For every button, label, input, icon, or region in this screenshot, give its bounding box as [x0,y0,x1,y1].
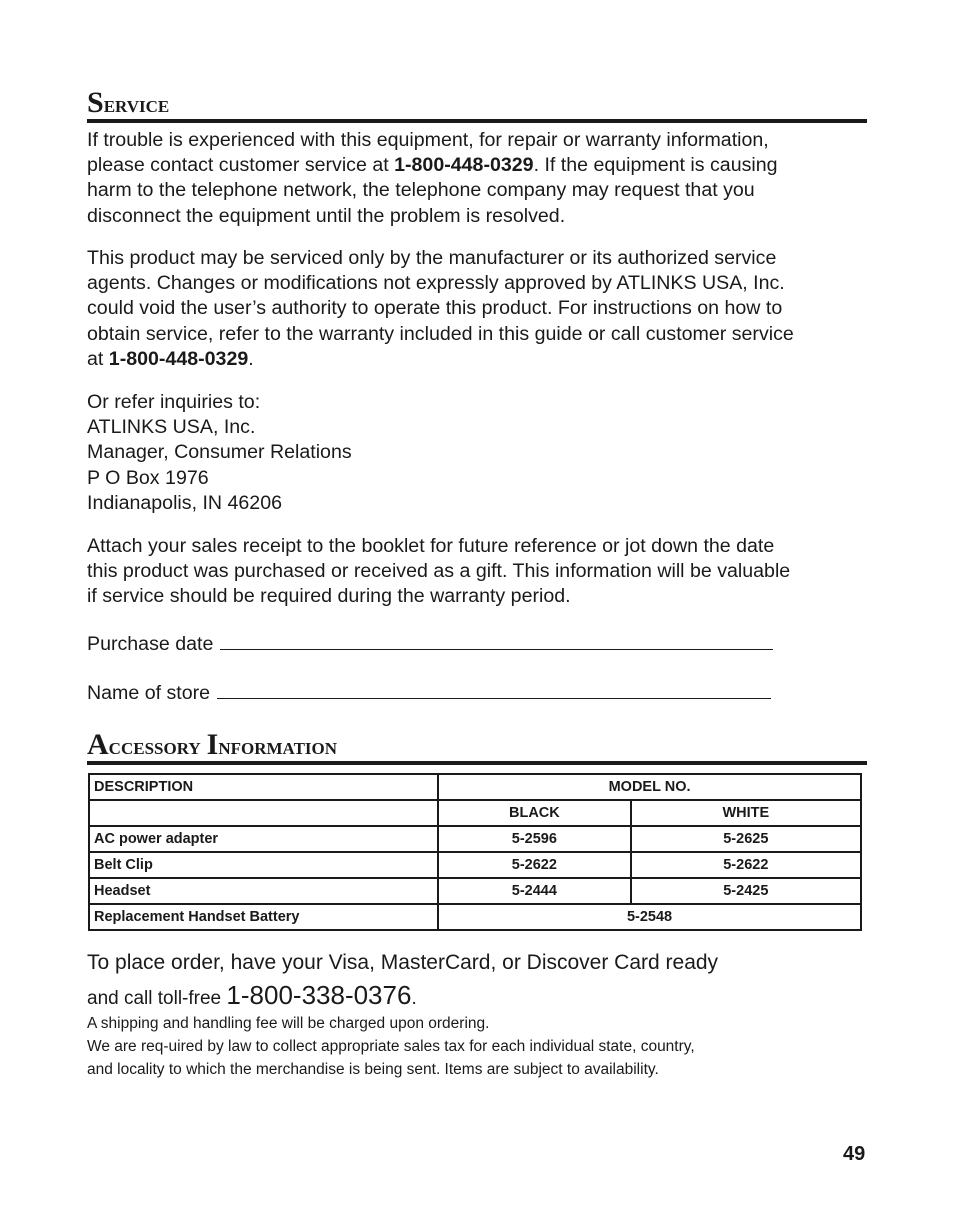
order-phone: 1-800-338-0376 [226,980,412,1010]
text-line: if service should be required during the warranty period. [87,585,571,608]
table-row [89,878,861,904]
accessory-heading-rest: nformation [218,734,338,760]
header-description: DESCRIPTION [89,774,438,800]
text-segment: . If the equipment is causing [533,154,778,177]
accessory-heading-rest: ccessory [108,734,207,760]
page-number: 49 [843,1143,866,1165]
header-white: WHITE [631,800,861,826]
row-description: Headset [89,878,438,904]
text-line: could void the user’s authority to operate this product. For instructions on how to [87,297,783,320]
customer-service-phone: 1-800-448-0329 [394,154,534,177]
table-header-row [89,774,861,800]
text-line: ATLINKS USA, Inc. [87,416,256,439]
store-name-blank[interactable] [217,680,771,699]
row-black-model: 5-2596 [438,826,631,852]
accessory-heading-rule [87,761,867,765]
text-line: Indianapolis, IN 46206 [87,491,282,514]
row-white-model: 5-2622 [631,852,861,878]
text-line [87,347,877,372]
text-line: P O Box 1976 [87,466,209,489]
row-black-model: 5-2444 [438,878,631,904]
text-segment: . [411,988,417,1009]
text-line: this product was purchased or received as a gift. This information will be valuable [87,560,791,583]
text-segment: and call toll-free [87,988,227,1009]
table-row [89,826,861,852]
accessory-table [88,773,862,931]
row-black-model: 5-2622 [438,852,631,878]
text-line [87,153,877,178]
text-line: obtain service, refer to the warranty included in this guide or call customer service [87,322,794,345]
order-instructions: To place order, have your Visa, MasterCard, or Discover Card ready [87,951,719,974]
text-segment: please contact customer service at [87,154,395,177]
text-line: This product may be serviced only by the manufacturer or its authorized service [87,247,777,269]
store-name-row [87,680,771,706]
table-row [89,904,861,930]
text-line: Or refer inquiries to: [87,391,261,413]
row-description: Belt Clip [89,852,438,878]
row-description: AC power adapter [89,826,438,852]
header-black: BLACK [438,800,631,826]
service-heading-rest: ervice [103,92,170,118]
service-heading-cap: S [87,86,104,119]
table-row [89,852,861,878]
service-paragraph-2 [87,246,877,372]
customer-service-phone: 1-800-448-0329 [108,347,249,370]
purchase-date-blank[interactable] [220,631,773,650]
text-line: Manager, Consumer Relations [87,441,352,464]
store-name-label: Name of store [87,682,211,704]
text-line: Attach your sales receipt to the booklet for future reference or jot down the date [87,535,775,557]
purchase-date-label: Purchase date [87,633,214,655]
row-white-model: 5-2625 [631,826,861,852]
availability-note: and locality to which the merchandise is being sent. Items are subject to availability. [87,1061,659,1078]
purchase-date-row [87,631,773,657]
service-heading-rule [87,119,867,123]
text-line: agents. Changes or modifications not expressly approved by ATLINKS USA, Inc. [87,272,785,295]
order-call-line [87,980,417,1014]
header-empty-cell [89,800,438,826]
table-subheader-row [89,800,861,826]
accessory-heading [87,730,337,760]
tax-note: We are req-uired by law to collect appropriate sales tax for each individual state, country, [87,1038,695,1055]
row-description: Replacement Handset Battery [89,904,438,930]
shipping-note: A shipping and handling fee will be charged upon ordering. [87,1015,490,1032]
text-line: If trouble is experienced with this equipment, for repair or warranty information, [87,129,769,151]
service-address [87,390,877,516]
text-line: disconnect the equipment until the problem is resolved. [87,204,566,227]
accessory-heading-cap: I [206,728,219,761]
service-paragraph-3 [87,534,877,610]
text-line: harm to the telephone network, the telephone company may request that you [87,179,755,202]
accessory-heading-cap: A [87,728,109,761]
service-heading [87,88,169,118]
header-model-no: MODEL NO. [438,774,861,800]
text-segment: . [248,347,254,370]
row-model: 5-2548 [438,904,861,930]
row-white-model: 5-2425 [631,878,861,904]
text-segment: at [87,347,109,370]
service-paragraph-1 [87,128,877,229]
